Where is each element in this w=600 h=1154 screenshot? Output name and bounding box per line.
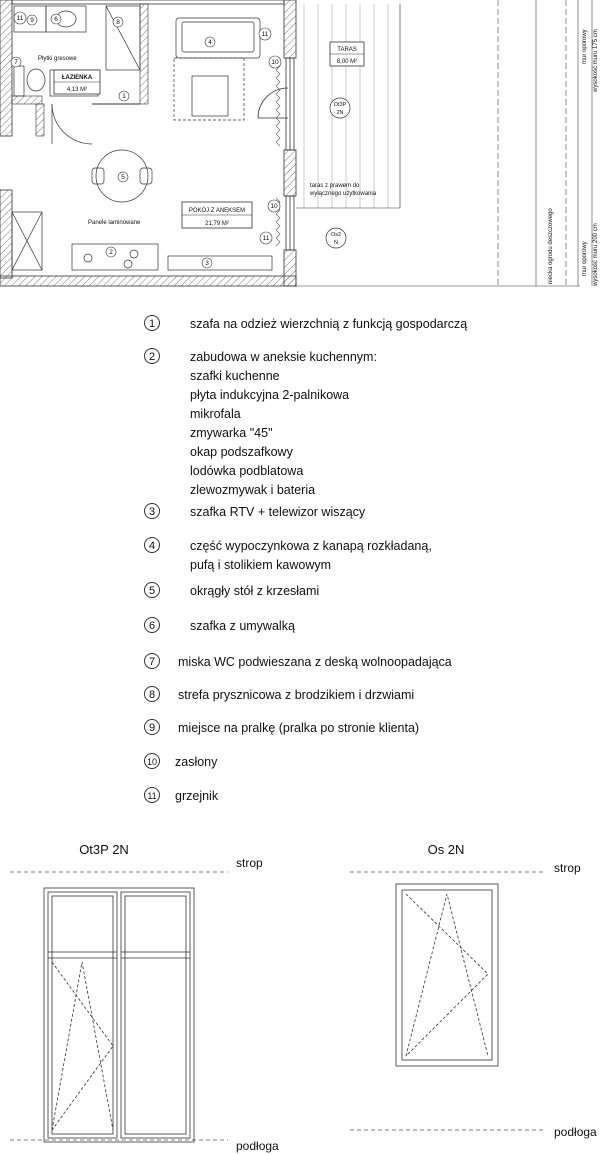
- legend-text: mikrofala: [190, 407, 241, 421]
- legend-text: część wypoczynkowa z kanapą rozkładaną,: [190, 539, 432, 553]
- right-ceiling-label: strop: [554, 861, 581, 875]
- right-window-drawing: [396, 884, 498, 1066]
- terrace-name: TARAS: [337, 47, 357, 53]
- left-ceiling-label: strop: [236, 856, 263, 870]
- marker-9: 9: [30, 17, 34, 24]
- legend-text: zlewozmywak i bateria: [190, 483, 316, 497]
- window-tag-2-bottom: N: [334, 240, 338, 246]
- legend-text: zmywarka "45": [190, 426, 273, 440]
- legend-item-3: [0, 503, 600, 523]
- floor-plan: [0, 0, 600, 300]
- wall-2-label-a: mur oporowy: [582, 241, 588, 276]
- living-furniture: [174, 18, 260, 120]
- left-window-drawing: [44, 888, 194, 1142]
- drainage-label: niecka ogrodu deszczowego: [548, 208, 554, 284]
- legend-text: płyta indukcyjna 2-palnikowa: [190, 388, 350, 402]
- right-window-title: Os 2N: [427, 842, 465, 857]
- room-name: POKÓJ Z ANEKSEM: [188, 208, 246, 214]
- terrace-note-line-1: taras z prawem do: [310, 183, 360, 189]
- marker-2: 2: [109, 249, 113, 256]
- wall-1-label-b: wysokość muru 175 cm: [593, 29, 599, 92]
- legend-number: 5: [144, 582, 160, 598]
- room-floor-label: Panele laminowane: [88, 220, 141, 226]
- marker-4: 4: [208, 39, 212, 46]
- bathroom-area: 4,13 M²: [66, 87, 88, 93]
- legend-item-2: [0, 348, 600, 497]
- wall-1-label-a: mur oporowy: [582, 29, 588, 64]
- legend-text: szafka RTV + telewizor wiszący: [190, 505, 366, 519]
- marker-11-bathroom: 11: [16, 15, 24, 22]
- marker-5: 5: [121, 174, 125, 181]
- legend-text: zasłony: [175, 755, 218, 769]
- legend-number: 6: [144, 617, 160, 633]
- legend-text: okap podszafkowy: [190, 445, 293, 459]
- legend-number: 8: [144, 686, 160, 702]
- legend-number: 1: [144, 315, 160, 331]
- legend-text: strefa prysznicowa z brodzikiem i drzwiami: [178, 688, 415, 702]
- legend-number: 7: [144, 653, 160, 669]
- legend-text: szafa na odzież wierzchnią z funkcją gospodarczą: [190, 317, 468, 331]
- garden-lines: [498, 0, 592, 286]
- legend-number: 10: [144, 753, 160, 769]
- legend-text: zabudowa w aneksie kuchennym:: [190, 350, 377, 364]
- legend-number: 3: [144, 503, 160, 519]
- legend-item-1: [0, 315, 600, 335]
- marker-11-top: 11: [261, 31, 269, 38]
- marker-1: 1: [122, 93, 126, 100]
- legend-item-7: [0, 653, 600, 673]
- legend-text: pufą i stolikiem kawowym: [190, 558, 332, 572]
- legend-number: 11: [144, 787, 160, 803]
- legend-text: okrągły stół z krzesłami: [190, 584, 320, 598]
- marker-7: 7: [14, 59, 18, 66]
- legend-item-11: [0, 787, 600, 807]
- legend-text: lodówka podblatowa: [190, 464, 304, 478]
- marker-3: 3: [205, 260, 209, 267]
- legend-item-6: [0, 617, 600, 637]
- terrace-note-line-2: wyłącznego użytkowania: [310, 191, 377, 197]
- left-window-title: Ot3P 2N: [79, 842, 129, 857]
- legend-item-9: [0, 719, 600, 739]
- marker-6: 6: [54, 16, 58, 23]
- legend-number: 9: [144, 719, 160, 735]
- legend-item-8: [0, 686, 600, 706]
- legend-text: miska WC podwieszana z deską wolnoopadająca: [178, 655, 452, 669]
- terrace-area: 8,00 M²: [336, 59, 358, 65]
- window-tag-2-top: Os2: [330, 232, 342, 238]
- marker-8: 8: [116, 19, 120, 26]
- walls: [0, 0, 296, 286]
- bathroom-tiles-label: Płytki gresowe: [38, 56, 77, 62]
- legend-item-4: [0, 537, 600, 572]
- legend-text: grzejnik: [175, 789, 219, 803]
- legend-item-5: [0, 582, 600, 602]
- legend-item-10: [0, 753, 600, 773]
- window-elevations: [0, 824, 600, 1154]
- legend-number: 2: [144, 348, 160, 364]
- window-tag-1-bottom: 2N: [336, 110, 344, 116]
- marker-11-bottom: 11: [262, 235, 270, 242]
- window-tag-1-top: Ot3P: [333, 102, 347, 108]
- marker-10-bottom: 10: [270, 203, 278, 210]
- legend-text: szafki kuchenne: [190, 369, 280, 383]
- right-floor-label: podłoga: [554, 1125, 597, 1139]
- legend-number: 4: [144, 537, 160, 553]
- wall-2-label-b: wysokość muru 200 cm: [593, 223, 599, 286]
- left-floor-label: podłoga: [236, 1139, 279, 1153]
- legend-text: miejsce na pralkę (pralka po stronie klienta): [178, 721, 420, 735]
- marker-10-top: 10: [271, 59, 279, 66]
- bathroom-name: ŁAZIENKA: [61, 75, 93, 81]
- legend-text: szafka z umywalką: [190, 619, 295, 633]
- room-area: 21,79 M²: [205, 221, 229, 227]
